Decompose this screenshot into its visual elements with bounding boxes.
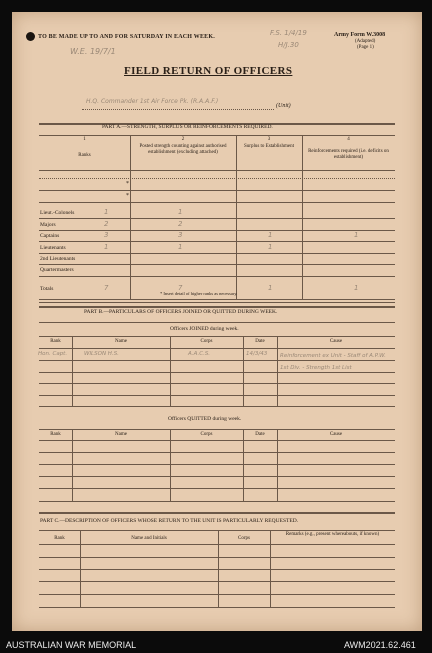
handwritten-rank-mark-1: 1 [104, 208, 109, 216]
joined-row-cause: Reinforcement ex Unit - Staff of A.P.W. 1st Div. - Strength 1st List [280, 353, 386, 371]
handwritten-posted-majors: 2 [178, 220, 183, 228]
quitted-col-date: Date [255, 432, 265, 437]
col-header-surplus: Surplus to Establishment [244, 144, 294, 149]
joined-row-rank: Hon. Capt. [38, 351, 68, 357]
part-c-col-remarks: Remarks (e.g., present whereabouts, if known) [285, 532, 380, 537]
part-c-col-rank: Rank [54, 536, 65, 541]
form-instruction: TO BE MADE UP TO AND FOR SATURDAY IN EACH WEEK. [38, 34, 215, 40]
col-number-1: 1 [83, 137, 86, 142]
joined-col-corps: Corps [200, 339, 213, 344]
form-title: FIELD RETURN OF OFFICERS [124, 65, 293, 77]
quitted-col-cause: Cause [329, 432, 343, 437]
joined-title: Officers JOINED during week. [170, 326, 239, 332]
handwritten-rank-mark-4: 1 [104, 243, 109, 251]
handwritten-surplus-captains: 1 [268, 231, 273, 239]
joined-col-name: Name [115, 339, 127, 344]
form-sheet: TO BE MADE UP TO AND FOR SATURDAY IN EACH WEEK. W.E. 19/7/1 F.S. 1/4/19 H/J.30 Army Form W.3008 (Adapted) (Page 1) FIELD RETURN OF OFFICERS H.Q. Commander 1st Air Force Pk. (R.A.A.F.) (Unit) PART A.—STRENGTH, SURPLUS OR REINFORCEMENTS REQUIRED. 1 2 3 4 Ranks Posted strength counting against authorised establishment (excluding attached) Surplus to Establishment Reinforcements required (i.e. deficits on establishment) * * Lieut.-Colonels Majors Captains Lieutenants 2nd Lieutenants Quartermasters 1 2 3 1 1 2 3 1 1 1 1 Totals 7 7 1 1 * Insert detail of higher ranks as necessary. PART B.—PARTICULARS OF OFFICERS JOINED OR QUITTED DURING WEEK. Officers JOINED during week. Rank Name Corps Date Cause Hon. Capt. WILSON H.S. A.A.C.S. 14/3/43 Reinforcement ex Unit - Staff of A.P.W. 1st Div. - Strength 1st List Officers QUITTED during week. Rank Name Corps Date Cause PART C.—DESCRIPTION OF OFFICERS WHOSE RETURN TO THE UNIT IS PARTICULARLY REQUESTED. Rank Name and Initials Corps Remarks (e.g., present whereabouts, if known) [12, 12, 422, 631]
quitted-col-name: Name [115, 432, 127, 437]
rank-lieut-colonels: Lieut.-Colonels [40, 210, 75, 216]
handwritten-unit: H.Q. Commander 1st Air Force Pk. (R.A.A.F.) [86, 98, 219, 105]
handwritten-rank-mark-3: 3 [104, 231, 109, 239]
handwritten-reference-3: H/J.30 [278, 41, 299, 49]
joined-col-rank: Rank [50, 339, 61, 344]
handwritten-reference-2: F.S. 1/4/19 [270, 29, 307, 37]
col-header-posted: Posted strength counting against authorised establishment (excluding attached) [139, 144, 227, 155]
quitted-title: Officers QUITTED during week. [168, 416, 242, 422]
handwritten-posted-lieutenants: 1 [178, 243, 183, 251]
quitted-col-rank: Rank [50, 432, 61, 437]
handwritten-posted-captains: 3 [178, 231, 183, 239]
handwritten-totals-reinforcements: 1 [354, 284, 359, 292]
army-form-adapted: (Adapted) [355, 39, 376, 44]
col-header-reinforcements: Reinforcements required (i.e. deficits on establishment) [308, 149, 389, 160]
archive-footer [0, 638, 432, 653]
joined-row-name: WILSON H.S. [84, 351, 119, 357]
joined-col-cause: Cause [329, 339, 343, 344]
col-number-3: 3 [267, 137, 271, 142]
col-header-ranks: Ranks [78, 153, 91, 158]
joined-col-date: Date [255, 339, 265, 344]
rank-lieutenants: Lieutenants [40, 245, 66, 251]
handwritten-reference-1: W.E. 19/7/1 [70, 47, 116, 56]
handwritten-posted-lieut-colonels: 1 [178, 208, 183, 216]
joined-row-corps: A.A.C.S. [188, 351, 211, 357]
handwritten-surplus-lieutenants: 1 [268, 243, 273, 251]
punch-hole [26, 32, 35, 41]
part-b-heading: PART B.—PARTICULARS OF OFFICERS JOINED OR QUITTED DURING WEEK. [84, 309, 278, 315]
unit-label: (Unit) [276, 103, 291, 109]
col-number-2: 2 [181, 137, 185, 142]
joined-row-date: 14/3/43 [246, 351, 268, 357]
part-a-heading: PART A.—STRENGTH, SURPLUS OR REINFORCEMENTS REQUIRED. [102, 124, 273, 130]
army-form-number: Army Form W.3008 [334, 32, 386, 38]
rank-captains: Captains [40, 233, 60, 239]
rank-majors: Majors [40, 222, 56, 228]
totals-label: Totals [40, 286, 54, 292]
army-form-page: (Page 1) [357, 45, 374, 50]
rank-2nd-lieutenants: 2nd Lieutenants [40, 256, 76, 262]
part-c-heading: PART C.—DESCRIPTION OF OFFICERS WHOSE RETURN TO THE UNIT IS PARTICULARLY REQUESTED. [40, 518, 299, 524]
handwritten-totals-rank: 7 [104, 284, 109, 292]
part-a-footnote: * Insert detail of higher ranks as necessary. [160, 291, 238, 296]
handwritten-reinforcements-captains: 1 [354, 231, 359, 239]
col-number-4: 4 [347, 137, 350, 142]
quitted-col-corps: Corps [200, 432, 213, 437]
handwritten-totals-surplus: 1 [268, 284, 273, 292]
footer-institution: AUSTRALIAN WAR MEMORIAL [6, 640, 137, 650]
footer-accession-number: AWM2021.62.461 [344, 640, 416, 650]
part-c-col-name: Name and Initials [131, 536, 167, 541]
rank-quartermasters: Quartermasters [40, 267, 74, 273]
part-c-col-corps: Corps [238, 536, 250, 541]
handwritten-totals-posted: 7 [178, 284, 183, 292]
handwritten-rank-mark-2: 2 [104, 220, 109, 228]
